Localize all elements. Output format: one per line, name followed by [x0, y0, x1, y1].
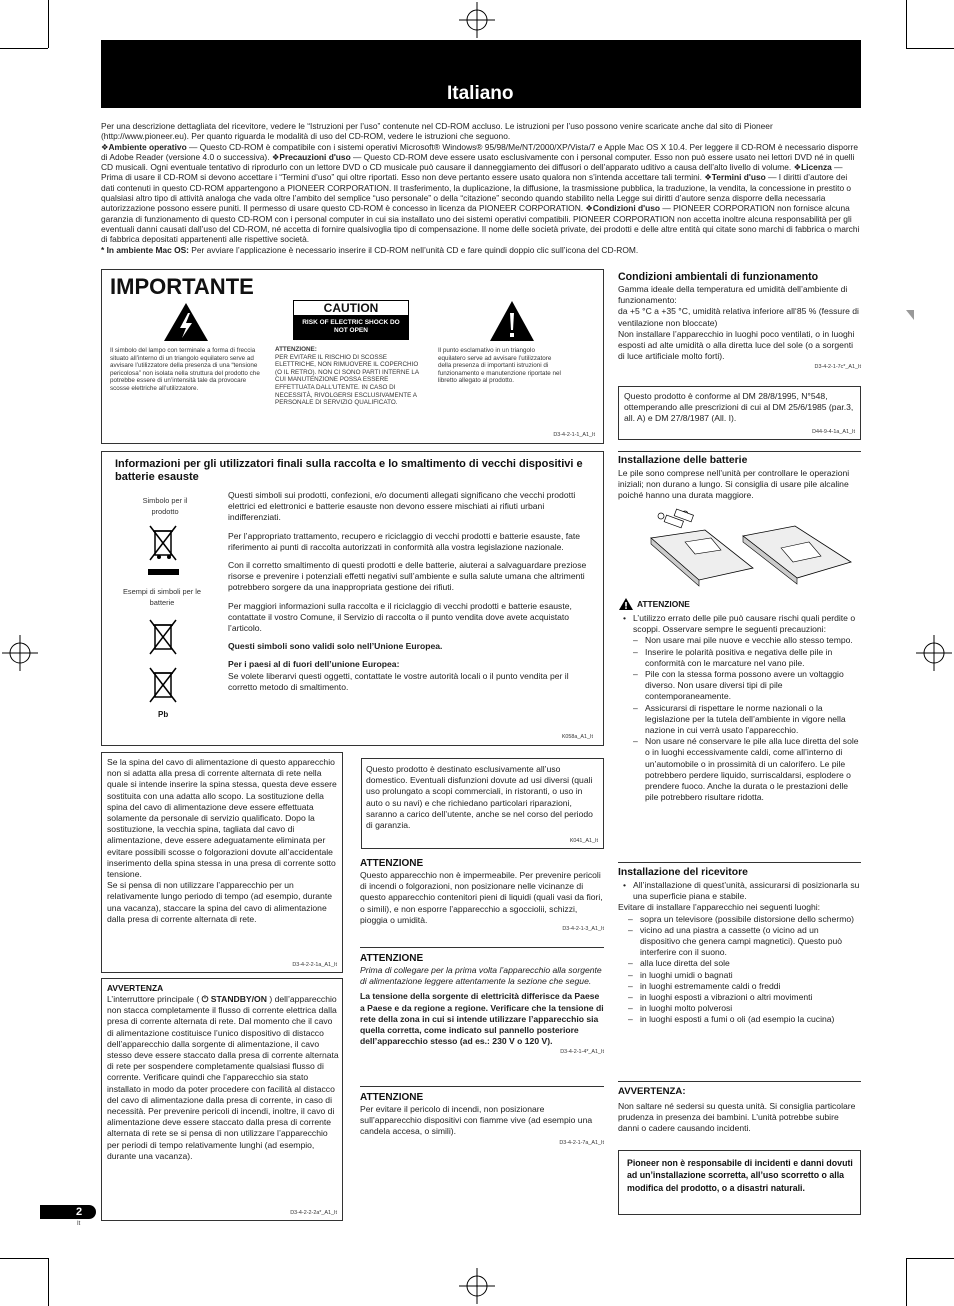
attenzione-2-bold: La tensione della sorgente di elettricità differisce da Paese a Paese e da regione a regione. Verificare che la tensione di rete della zona in cui si intende utilizzare l’apparecchio sia quella corretta, come indicato sul pannello posteriore dell’apparecchio stesso (ad es.: 230 V o 120 V). — [360, 991, 604, 1047]
domestico-box — [361, 758, 604, 849]
standby-on-label: ⏻ STANDBY/ON — [201, 994, 267, 1004]
avvertenza-2-text: Non saltare né sedersi su questa unità. Si consiglia particolare prudenza in presenza dei bambini. L’unità potrebbe subire danni o cadere causando incidenti. — [618, 1101, 856, 1134]
doc-code: D3-4-2-2-1a_A1_It — [292, 962, 337, 968]
battery-pb-bin-icon — [147, 665, 179, 709]
cond-amb-section — [618, 271, 861, 370]
raccolta-box — [101, 451, 604, 746]
registration-mark — [459, 2, 495, 38]
raccolta-title: Informazioni per gli utilizzatori finali sulla raccolta e lo smaltimento di vecchi dispositivi e batterie esauste — [115, 458, 583, 483]
list-item: – in luoghi esposti a fumi o oli (ad esempio la cucina) — [628, 1014, 861, 1025]
doc-code: D3-4-2-1-1_A1_It — [553, 432, 595, 438]
caution-label: CAUTION — [294, 301, 408, 315]
crop-mark — [906, 48, 954, 49]
caution-subtitle: RISK OF ELECTRIC SHOCK DO NOT OPEN — [302, 319, 400, 334]
batterie-attenzione-section — [618, 597, 861, 803]
batterie-bullets: • L’utilizzo errato delle pile può causare rischi quali perdite o scoppi. Osservare sempre le seguenti precauzioni: — [623, 613, 861, 635]
avvertenza-1-title: AVVERTENZA — [107, 983, 164, 993]
exclamation-description: Il punto esclamativo in un triangolo equilatero serve ad avvisare l’utilizzatore della presenza di importanti istruzioni di funzionamento e manutenzione riportate nel libretto allegato al prodotto. — [438, 347, 561, 385]
list-item: – vicino ad una piastra a cassette (o vicino ad un dispositivo che genera campi magnetici). Questo può interferire con il suono. — [628, 925, 861, 959]
ricevitore-bullets: • All’installazione di quest’unità, assicurarsi di posizionarla su una superficie piana e stabile. — [623, 880, 861, 902]
ricevitore-title: Installazione del ricevitore — [618, 867, 748, 878]
registration-mark — [459, 1268, 495, 1304]
divider — [618, 1081, 861, 1082]
symbol-product-label: Simbolo per il prodotto — [142, 496, 188, 516]
battery-bin-icon — [147, 617, 179, 661]
batterie-title: Installazione delle batterie — [618, 455, 748, 466]
batterie-precautions — [633, 635, 861, 803]
attenzione-3-text: Per evitare il pericolo di incendi, non posizionare sull’apparecchio dispositivi con fiamme vive (ad esempio una candela accesa, o simili). — [360, 1104, 593, 1137]
avvertenza-1-text: L’interruttore principale ( ⏻ STANDBY/ON ) dell’apparecchio non stacca completamente il flusso di corrente elettrica dalla presa di corrente alternata di rete. Dal momento che il cavo di alimentazione costituisce l’unico dispositivo di distacco dell’apparecchio dalla sorgente di alimentazione, il cavo stesso deve essere staccato dalla presa di corrente alternata di rete per sospendere completamente qualsiasi flusso di corrente. Verificare quindi che l’apparecchio sia stato installato in modo da poter procedere con facilità al distacco del cavo di alimentazione dalla presa di corrente, in caso di necessità. Per prevenire pericoli di incendi, inoltre, il cavo di alimentazione deve essere staccato dalla presa di corrente alternata di rete se si pensa di non utilizzare l’apparecchio per periodi di tempo relativamente lunghi (ad esempio, durante una vacanza). — [107, 994, 339, 1161]
attenzione-1-title: ATTENZIONE — [360, 858, 424, 869]
crossed-bin-icon — [147, 523, 179, 575]
page-title: Italiano — [447, 83, 514, 104]
warning-triangle-icon — [618, 597, 634, 611]
list-item: – sopra un televisore (possibile distorsione dello schermo) — [628, 914, 861, 925]
dm-box — [618, 386, 861, 440]
list-item: – Inserire le polarità positiva e negativa delle pile in conformità con le marcature nel vano pile. — [633, 647, 861, 669]
intro-text — [101, 121, 861, 255]
doc-code: K058a_A1_It — [561, 734, 593, 740]
list-item: – Non usare né conservare le pile alla luce diretta del sole o in luoghi eccessivamente caldi, come all’interno di un’automobile o in prossimità di un calorifero. Le pile potrebbero perdere liquido, surriscaldarsi, esplodere o prendere fuoco. Anche la durata o le prestazioni delle pile potrebbero risultare ridotta. — [633, 736, 861, 803]
ricevitore-locations — [628, 914, 861, 1026]
attenzione-1-text: Questo apparecchio non è impermeabile. Per prevenire pericoli di incendi o folgorazioni, non posizionare nelle vicinanze di questo apparecchio contenitori pieni di liquidi (quali vasi da fiori, o simili), e non esporre l’apparecchio a sgocciolii, schizzi, pioggia o umidità. — [360, 870, 603, 925]
attenzione-caution-text: ATTENZIONE: PER EVITARE IL RISCHIO DI SCOSSE ELETTRICHE, NON RIMUOVERE IL COPERCHIO (O IL RETRO). NON CI SONO PARTI INTERNE LA CUI MANUTENZIONE POSSA ESSERE EFFETTUATA DALL’UTENTE. IN CASO DI NECESSITÀ, RIVOLGERSI ESCLUSIVAMENTE A PERSONALE DI SERVIZIO QUALIFICATO. — [275, 346, 419, 407]
doc-code: D3-4-2-1-3_A1_It — [562, 926, 604, 933]
margin-triangle-icon — [906, 310, 914, 322]
list-item: – Pile con la stessa forma possono avere un voltaggio diverso. Non usare diversi tipi di pile contemporaneamente. — [633, 669, 861, 703]
divider — [618, 862, 861, 863]
crop-mark — [48, 0, 49, 48]
avvertenza-2-section — [618, 1086, 861, 1135]
ricevitore-intro: Evitare di installare l’apparecchio nei seguenti luoghi: — [618, 902, 821, 913]
attenzione-1-section — [360, 858, 604, 932]
footer-lang: It — [77, 1221, 81, 1227]
lightning-warning-icon — [162, 301, 210, 343]
registration-mark — [916, 635, 952, 671]
crop-mark — [906, 0, 907, 48]
caution-label-box — [293, 300, 409, 340]
divider — [360, 947, 604, 948]
intro-paragraph: Per una descrizione dettagliata del ricevitore, vedere le “Istruzioni per l’uso” contenute nel CD-ROM accluso. Le istruzioni per l’uso possono venire scaricate anche dal sito di Pioneer (http://www.pioneer.eu). Per quanto riguarda le modalità di uso del CD-ROM, vedere le istruzioni che seguono. — [101, 121, 773, 142]
dm-text: Questo prodotto è conforme al DM 28/8/1995, N°548, ottemperando alle prescrizioni di cui al DM 25/6/1985 (par.3, all. A) e DM 27/8/1987 (All. I). — [624, 391, 854, 424]
crop-mark — [48, 1258, 49, 1306]
list-item: – alla luce diretta del sole — [628, 958, 861, 969]
importante-box — [101, 269, 604, 444]
spina-box — [101, 752, 343, 973]
avvertenza-2-title: AVVERTENZA: — [618, 1086, 686, 1097]
pioneer-disclaimer-text: Pioneer non è responsabile di incidenti e danni dovuti ad un’installazione scorretta, all’uso scorretto o alla modifica del prodotto, o a disastri naturali. — [627, 1158, 853, 1193]
doc-code: D3-4-2-1-7a_A1_It — [559, 1139, 604, 1146]
bin-underbar — [148, 569, 179, 575]
symbol-battery-label: Esempi di simboli per le batterie — [122, 587, 202, 607]
crop-mark — [0, 48, 48, 49]
crop-mark — [0, 1258, 48, 1259]
doc-code: D3-4-2-1-7c*_A1_It — [814, 364, 861, 371]
spina-text: Se la spina del cavo di alimentazione di questo apparecchio non si adatta alla presa di corrente alternata di rete nella quale si intende inserire la spina stessa, questa deve essere sostituita con una adatta allo scopo. La sostituzione della spina del cavo di alimentazione deve essere effettuata solamente da personale di servizio qualificato. Dopo la sostituzione, la vecchia spina, tagliata dal cavo di alimentazione, deve essere adeguatamente eliminata per evitare possibili scosse o folgorazioni dovute all’accidentale inserimento della spina stessa in una presa di corrente sotto tensione. Se si pensa di non utilizzare l’apparecchio per un relativamente lungo periodo di tempo (ad esempio, durante una vacanza), staccare la spina del cavo di alimentazione dalla presa di corrente alternata di rete. — [107, 757, 337, 924]
page-number: 2 — [76, 1206, 83, 1218]
crop-mark — [906, 1258, 907, 1306]
attenzione-2-title: ATTENZIONE — [360, 953, 424, 964]
list-item: – in luoghi umidi o bagnati — [628, 970, 861, 981]
exclamation-warning-icon — [488, 299, 536, 343]
crop-mark — [906, 1258, 954, 1259]
remote-battery-illustration — [645, 508, 855, 590]
list-item: – in luoghi estremamente caldi o freddi — [628, 981, 861, 992]
divider — [360, 1086, 604, 1087]
avvertenza-1-box — [101, 978, 343, 1221]
doc-code: K041_A1_It — [569, 838, 598, 844]
list-item: – Non usare mai pile nuove e vecchie allo stesso tempo. — [633, 635, 861, 646]
pioneer-disclaimer-box — [618, 1150, 861, 1215]
divider — [618, 451, 861, 452]
doc-code: D3-4-2-1-4*_A1_It — [560, 1049, 604, 1056]
registration-mark — [2, 635, 38, 671]
page-number-tab — [40, 1205, 96, 1219]
cd-rom-terms: ❖Ambiente operativo — Questo CD-ROM è compatibile con i sistemi operativi Microsoft® Windows® 95/98/Me/NT/2000/XP/Vista/7 e Apple Mac OS X 10.4. Per leggere il CD-ROM è necessario disporre di Adobe Reader (versione 4.0 o successiva). ❖Precauzioni d'uso — Questo CD-ROM deve essere usato esclusivamente con i personal computer. Esso non può essere usato nei lettori DVD né in quelli CD musicali. Ogni eventuale tentativo di riprodurlo con un lettore DVD o CD musicale può causare il danneggiamento dei diffusori o dell’apparato uditivo a causa dell’alto livello di volume. ❖Licenza — Prima di usare il CD-ROM si devono accettare i “Termini d’uso” qui oltre riportati. Esso non deve pertanto essere usato qualora non s’intenda accettare tali termini. ❖Termini d'uso — I diritti d’autore dei dati contenuti in questo CD-ROM appartengono a PIONEER CORPORATION. Il trasferimento, la duplicazione, la diffusione, la trasmissione pubblica, la traduzione, la vendita, la concessione in prestito o qualsiasi altro tipo di attività analoga che vada oltre l’ambito del semplice “uso personale” o della “citazione” secondo quando stabilito nella Legge sui diritti d’autore senza disporre della necessaria autorizzazione possono essere puniti. Il permesso di usare questo CD-ROM è concesso in licenza da PIONEER CORPORATION. ❖Condizioni d'uso — PIONEER CORPORATION non fornisce alcuna garanzia di funzionamento di questo CD-ROM con i personal computer in cui sia installato uno dei sistemi operativi compatibili. PIONEER CORPORATION non accetta inoltre alcuna responsabilità per gli eventuali danni causati dall’uso del CD-ROM, né accetta di fornire qualsivoglia tipo di compensazione. Il nome delle società private, dei prodotti e delle altre entità qui citate sono marchi di fabbrica o marchi di fabbrica depositati appartenenti alle rispettive società. — [101, 141, 860, 245]
attenzione-2-italic: Prima di collegare per la prima volta l’apparecchio alla sorgente di alimentazione leggere attentamente la sezione che segue. — [360, 965, 602, 987]
doc-code: D44-9-4-1a_A1_It — [812, 429, 855, 435]
list-item: – Assicurarsi di rispettare le norme nazionali o la legislazione per la tutela dell’ambiente in vigore nella nazione in cui verrà usato l’apparecchio. — [633, 703, 861, 737]
ricevitore-section — [618, 867, 861, 1026]
cond-amb-text: Gamma ideale della temperatura ed umidità dell’ambiente di funzionamento: da +5 °C a +35 °C, umidità relativa inferiore all‘85 % (fessure di ventilazione non bloccate) Non installare l’apparecchio in luoghi poco ventilati, o in luoghi esposti ad alte umidità o alla diretta luce del sole (o a sorgenti di luce artificiale molto forti). — [618, 284, 859, 362]
list-item: – in luoghi esposti a vibrazioni o altri movimenti — [628, 992, 861, 1003]
pb-label: Pb — [158, 710, 169, 719]
batterie-section — [618, 455, 861, 502]
header-bar — [101, 40, 861, 108]
mac-note: * In ambiente Mac OS: Per avviare l’applicazione è necessario inserire il CD-ROM nell’unità CD e fare quindi doppio clic sull’icona del CD-ROM. — [101, 244, 639, 255]
cond-amb-title: Condizioni ambientali di funzionamento — [618, 271, 819, 283]
attenzione-heading: ATTENZIONE — [618, 597, 861, 611]
attenzione-3-title: ATTENZIONE — [360, 1092, 424, 1103]
raccolta-text: Questi simboli sui prodotti, confezioni, e/o documenti allegati significano che vecchi prodotti elettrici ed elettronici e batterie esauste non devono essere mischiati ai rifiuti urbani indifferenziati. Per l’appropriato trattamento, recupero e riciclaggio di vecchi prodotti e batterie esauste, fate riferimento ai punti di raccolta autorizzati in conformità alla vostra legislazione nazionale. Con il corretto smaltimento di questi prodotti e delle batterie, aiuterai a salvaguardare preziose risorse e prevenire i potenziali effetti negativi sull’ambiente e sulla salute umana che altrimenti potrebbero sorgere da una inappropriata gestione dei rifiuti. Per maggiori informazioni sulla raccolta e il riciclaggio di vecchi prodotti e batterie esauste, contattate il vostro Comune, il Servizio di raccolta o il punto vendita dove avete acquistato l’articolo. Questi simboli sono validi solo nell’Unione Europea. Per i paesi al di fuori dell’unione Europea: Se volete liberarvi questi oggetti, contattate le vostre autorità locali o il punto vendita per il corretto metodo di smaltimento. — [228, 490, 587, 692]
batterie-text: Le pile sono comprese nell’unità per controllare le operazioni iniziali; non durano a lungo. Si consiglia di usare pile alcaline poiché hanno una durata maggiore. — [618, 468, 850, 501]
attenzione-2-section — [360, 953, 604, 1055]
importante-title: IMPORTANTE — [110, 274, 254, 299]
doc-code: D3-4-2-2-2a*_A1_It — [290, 1210, 337, 1216]
list-item: – in luoghi molto polverosi — [628, 1003, 861, 1014]
attenzione-3-section — [360, 1092, 604, 1146]
domestico-text: Questo prodotto è destinato esclusivamente all’uso domestico. Eventuali disfunzioni dovute ad usi diversi (quali uso prolungato a scopi commerciali, in ristoranti, o uso in auto o su navi) e che richiedano particolari riparazioni, saranno a carico dell’utente, anche se nel corso del periodo di garanzia. — [366, 764, 593, 831]
lightning-description: Il simbolo del lampo con terminale a forma di freccia situato all’interno di un triangolo equilatero serve ad avvisare l’utilizzatore della presenza di una “tensione pericolosa” non isolata nella struttura del prodotto che potrebbe essere di un’intensità tale da provocare scosse elettriche all’utilizzatore. — [110, 347, 260, 392]
